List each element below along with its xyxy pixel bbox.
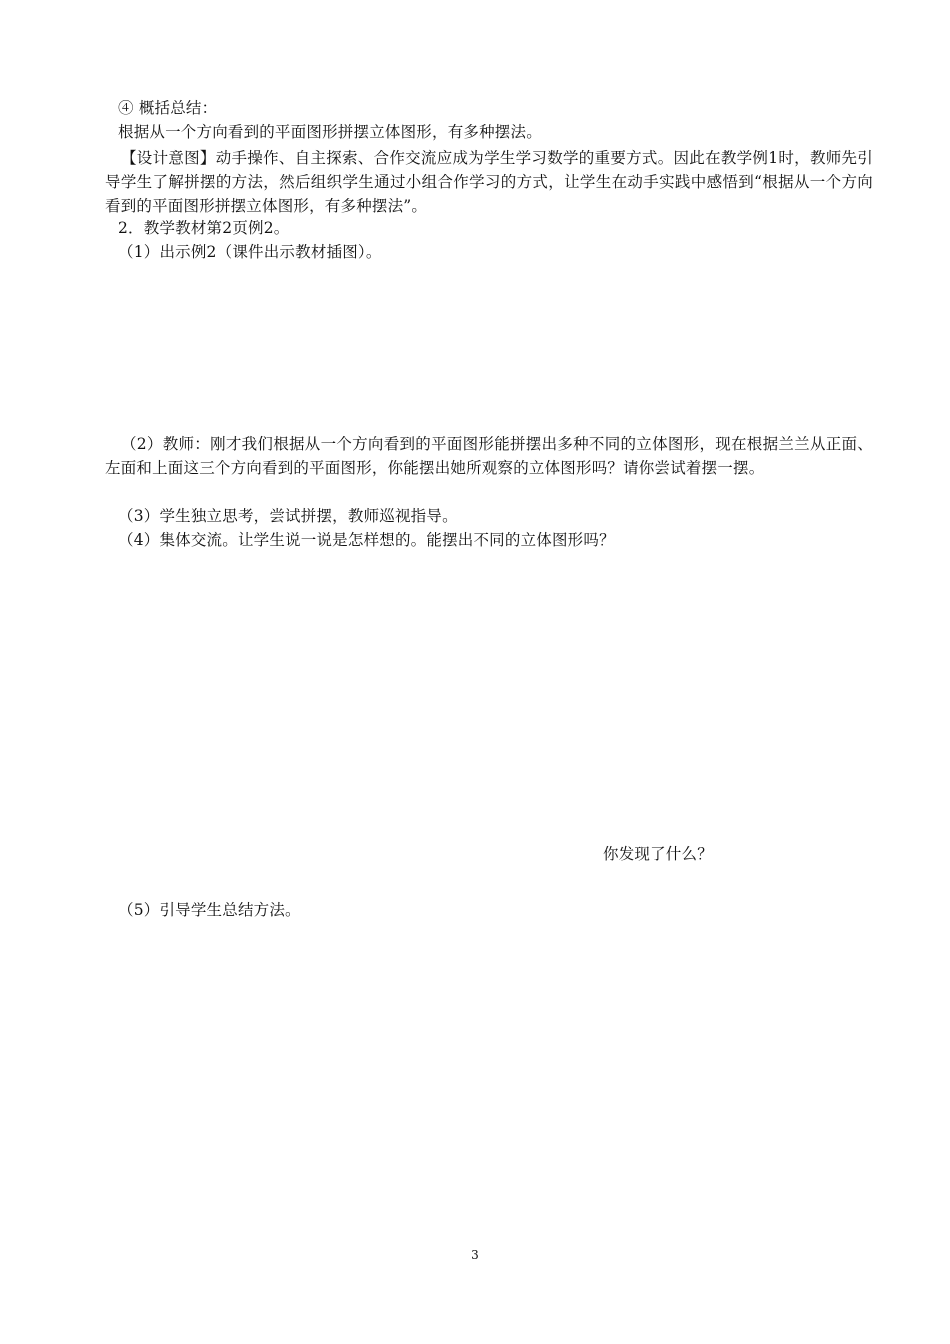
summary-text: 根据从一个方向看到的平面图形拼摆立体图形，有多种摆法。 <box>118 123 542 141</box>
example-2-heading: 2．教学教材第2页例2。 <box>118 219 290 237</box>
page-number: 3 <box>471 1248 479 1262</box>
figure-placeholder-2 <box>105 556 873 836</box>
step-5-text: （5）引导学生总结方法。 <box>118 901 301 919</box>
step-3-text: （3）学生独立思考，尝试拼摆，教师巡视指导。 <box>118 507 458 525</box>
discovery-question: 你发现了什么？ <box>603 845 713 863</box>
design-intent-paragraph: 【设计意图】动手操作、自主探索、合作交流应成为学生学习数学的重要方式。因此在教学例1时，教师先引导学生了解拼摆的方法，然后组织学生通过小组合作学习的方式，让学生在动手实践中感悟到“根据从一个方向看到的平面图形拼摆立体图形，有多种摆法”。 <box>105 149 873 215</box>
teacher-question-paragraph: （2）教师：刚才我们根据从一个方向看到的平面图形能拼摆出多种不同的立体图形，现在根据兰兰从正面、左面和上面这三个方向看到的平面图形，你能摆出她所观察的立体图形吗？请你尝试着摆一摆。 <box>105 435 873 477</box>
figure-placeholder-1 <box>105 268 873 428</box>
summary-heading: ④ 概括总结： <box>118 99 218 117</box>
step-1-text: （1）出示例2（课件出示教材插图）。 <box>118 243 382 261</box>
step-4-text: （4）集体交流。让学生说一说是怎样想的。能摆出不同的立体图形吗？ <box>118 531 615 549</box>
